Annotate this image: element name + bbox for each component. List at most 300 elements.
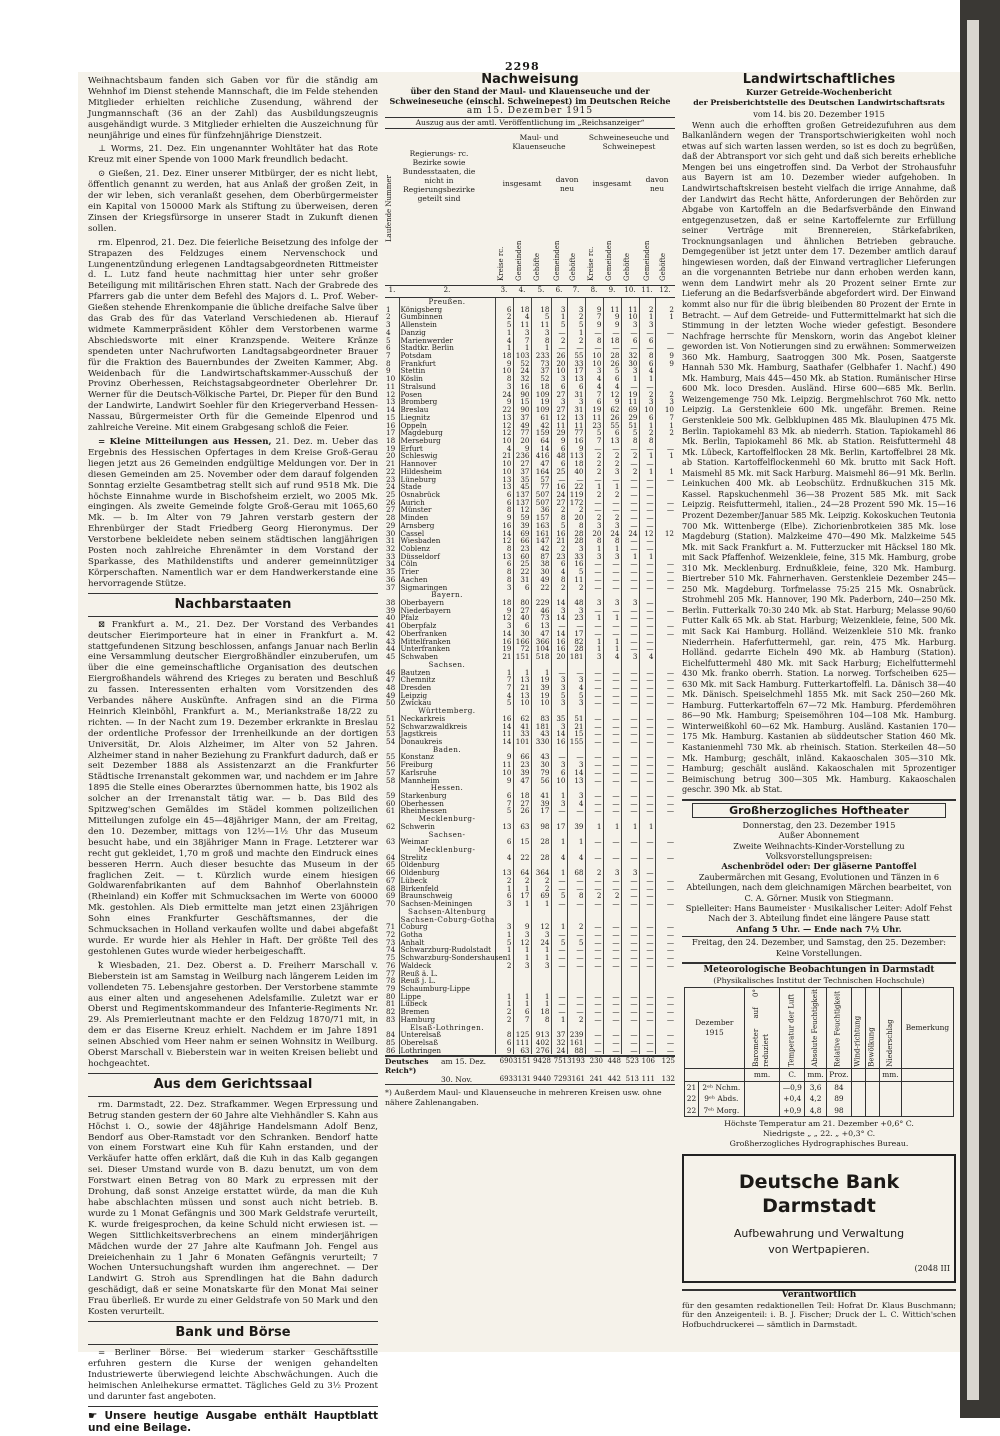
row-number: 1 xyxy=(386,304,391,314)
row-value: 77 xyxy=(513,429,531,437)
region-name: Breslau xyxy=(399,406,495,414)
row-value: 98 xyxy=(531,823,551,831)
row-value: 20 xyxy=(585,530,603,538)
nachweisung-date: am 15. Dezember 1915 xyxy=(466,106,594,116)
row-value: 33 xyxy=(567,360,585,368)
row-number: 52 xyxy=(386,721,396,731)
row-value: — xyxy=(551,885,567,893)
row-value: 10 xyxy=(495,437,513,445)
region-name: Lippe xyxy=(399,993,495,1001)
row-value: — xyxy=(621,545,639,553)
row-value: 9 xyxy=(513,445,531,453)
region-name: Cassel xyxy=(399,530,495,538)
row-value xyxy=(513,977,531,985)
row-value: 5 xyxy=(495,939,513,947)
divider xyxy=(88,616,378,617)
row-value: — xyxy=(585,1016,603,1024)
row-value: — xyxy=(603,877,621,885)
row-value: 155 xyxy=(567,738,585,746)
row-value xyxy=(551,977,567,985)
row-value: — xyxy=(655,838,675,846)
row-value: 137 xyxy=(513,499,531,507)
row-value: 22 xyxy=(495,406,513,414)
row-value: — xyxy=(655,1016,675,1024)
article-elpenrod: rm. Elpenrod, 21. Dez. Die feierliche Beisetzung des infolge der Strapazen des Feldzuges einem Nervenschock und Lungenentzündung erlegenen Landtagsabgeordneten Rittmeister d. L. Lutz fand heute nachmittag hier unter sehr großer Beteiligung mit militärischen Ehren statt. Nach der Grabrede des Pfarrers gab die unter dem Befehl des Majors d. L. Prof. Weber-Gießen stehende Ehrenkompanie die übliche dreifache Salve über das Grab des für das Vaterland Verschiedenen ab. Hierauf widmete Kammerpräsident Köhler dem Verstorbenen warme Abschiedsworte mit einer Kranzspende. Weitere Kränze spendeten unter Nachrufworten Landtagsabgeordneter Brauer für die Fraktion des Bauernbundes der Zweiten Kammer, Abg. Weidenbach für die Landwirtschaftskammer-Ausschuß der Provinz Oberhessen, Reichstagsabgeordneter Oberlehrer Dr. Werner für die Deutsch-Völkische Partei, Dr. Pieper für den Bund der Landwirte, Landwirt Soehler für den Kriegerverband Hessen-Nassau, Bürgermeister Orth für die Gemeinde Elpenrod und zahlreiche Vereine. Mit einem Grabgesang schloß die Feier. xyxy=(88,237,378,434)
region-name: Osnabrück xyxy=(399,491,495,499)
row-value: 3 xyxy=(495,900,513,908)
row-value xyxy=(585,970,603,978)
row-value: — xyxy=(621,753,639,761)
row-value: 13 xyxy=(513,676,531,684)
row-value: 4 xyxy=(495,854,513,862)
row-number: 86 xyxy=(386,1045,396,1055)
row-value: 6 xyxy=(495,1039,513,1047)
region-name: Dresden xyxy=(399,684,495,692)
row-value: 19 xyxy=(495,645,513,653)
row-value: — xyxy=(567,669,585,677)
region-name: Baden. xyxy=(399,746,495,754)
row-value: 9 xyxy=(585,321,603,329)
row-value: 2 xyxy=(495,1008,513,1016)
total-value: 3161 xyxy=(567,1075,585,1084)
theater-note: Freitag, den 24. Dezember, und Samstag, den 25. Dezember: Keine Vorstellungen. xyxy=(682,936,956,958)
row-number: 54 xyxy=(386,736,396,746)
row-value xyxy=(495,977,513,985)
row-value: 61 xyxy=(531,414,551,422)
row-value: 1 xyxy=(531,1000,551,1008)
row-value: 37 xyxy=(531,367,551,375)
region-name: Oldenburg xyxy=(399,869,495,877)
row-value: 1 xyxy=(513,669,531,677)
row-value: 103 xyxy=(513,352,531,360)
row-value: 1 xyxy=(603,823,621,831)
nachweisung-source: Auszug aus der amtl. Veröffentlichung im „Reichsanzeiger“ xyxy=(385,117,675,129)
row-value: 24 xyxy=(621,530,639,538)
row-value: — xyxy=(551,1000,567,1008)
total-value: 132 xyxy=(661,1075,675,1084)
row-value: 64 xyxy=(531,437,551,445)
row-value: — xyxy=(585,946,603,954)
row-value: 88 xyxy=(567,1047,585,1055)
row-number: 80 xyxy=(386,991,396,1001)
row-value: 66 xyxy=(513,537,531,545)
row-value: — xyxy=(621,877,639,885)
region-name: Oppeln xyxy=(399,422,495,430)
row-value: — xyxy=(639,885,655,893)
row-value: 29 xyxy=(551,429,567,437)
row-value: 5 xyxy=(621,429,639,437)
row-value: — xyxy=(655,699,675,707)
region-name: Lothringen xyxy=(399,1047,495,1055)
row-value: 236 xyxy=(513,452,531,460)
row-value: 62 xyxy=(603,406,621,414)
row-value: — xyxy=(567,753,585,761)
row-value: — xyxy=(621,1047,639,1055)
row-value: — xyxy=(585,344,603,352)
row-value: 51 xyxy=(567,715,585,723)
row-value: 276 xyxy=(531,1047,551,1055)
row-value: 14 xyxy=(551,630,567,638)
total-value: 241 xyxy=(589,1075,603,1084)
row-number: 64 xyxy=(386,852,396,862)
row-value: 17 xyxy=(567,367,585,375)
row-number: 46 xyxy=(386,667,396,677)
row-value: — xyxy=(655,730,675,738)
region-name: Karlsruhe xyxy=(399,769,495,777)
row-value: 17 xyxy=(567,630,585,638)
row-value: — xyxy=(639,892,655,900)
row-value: 8 xyxy=(495,545,513,553)
region-name: Bayern. xyxy=(399,591,495,599)
row-value: 2 xyxy=(567,313,585,321)
row-value: — xyxy=(621,669,639,677)
weather-units-spacer xyxy=(901,1068,953,1081)
row-value: — xyxy=(655,607,675,615)
row-value: 82 xyxy=(567,638,585,646)
row-value: 21 xyxy=(495,452,513,460)
row-value: 2 xyxy=(551,337,567,345)
row-value: — xyxy=(655,676,675,684)
row-value: — xyxy=(639,607,655,615)
total-row-2 xyxy=(495,1075,675,1084)
region-name: Sachsen. xyxy=(399,661,495,669)
region-name: Wiesbaden xyxy=(399,537,495,545)
row-value: — xyxy=(585,1000,603,1008)
row-value xyxy=(531,908,551,916)
row-value: 21 xyxy=(567,723,585,731)
row-value: — xyxy=(585,769,603,777)
row-value: — xyxy=(655,946,675,954)
row-value xyxy=(655,970,675,978)
row-value: — xyxy=(655,723,675,731)
row-value: — xyxy=(621,1031,639,1039)
row-value: 4 xyxy=(551,854,567,862)
row-value: 6 xyxy=(639,337,655,345)
row-value: 1 xyxy=(495,1000,513,1008)
row-value xyxy=(655,545,675,553)
region-name: Hessen. xyxy=(399,784,495,792)
column-number: 4. xyxy=(518,286,526,294)
bank-ad-line1: Aufbewahrung und Verwaltung xyxy=(733,1227,905,1241)
row-number: 71 xyxy=(386,922,396,932)
row-value: 5 xyxy=(551,692,567,700)
row-value: — xyxy=(621,491,639,499)
row-value: — xyxy=(639,993,655,1001)
column-number: 2. xyxy=(443,286,451,294)
row-value: — xyxy=(621,614,639,622)
row-value: 16 xyxy=(495,638,513,646)
row-value: 2 xyxy=(567,506,585,514)
region-name: Preußen. xyxy=(399,298,495,306)
row-value: — xyxy=(639,877,655,885)
row-value: — xyxy=(585,630,603,638)
row-value: — xyxy=(655,329,675,337)
column-number: 7. xyxy=(572,286,580,294)
row-value: — xyxy=(621,537,639,545)
total-value: 448 xyxy=(607,1057,621,1066)
row-value: — xyxy=(585,699,603,707)
row-value: 2 xyxy=(585,892,603,900)
row-value: 48 xyxy=(551,452,567,460)
region-name: Sachsen-Meiningen xyxy=(399,900,495,908)
row-value: 3 xyxy=(639,321,655,329)
row-value: — xyxy=(639,777,655,785)
row-number: 19 xyxy=(386,443,396,453)
row-value xyxy=(655,977,675,985)
row-value: 366 xyxy=(531,638,551,646)
row-value: 31 xyxy=(513,576,531,584)
row-value: 364 xyxy=(531,869,551,877)
row-value: 13 xyxy=(603,437,621,445)
column-number: 1. xyxy=(388,286,396,294)
row-value: 166 xyxy=(513,638,531,646)
row-value: 2 xyxy=(603,514,621,522)
row-value: — xyxy=(603,692,621,700)
row-value: 11 xyxy=(531,321,551,329)
row-value: 35 xyxy=(551,715,567,723)
row-value: — xyxy=(655,792,675,800)
row-value: 507 xyxy=(531,499,551,507)
row-value: — xyxy=(603,993,621,1001)
row-value: — xyxy=(603,568,621,576)
row-value: 28 xyxy=(603,352,621,360)
row-value: 18 xyxy=(531,383,551,391)
row-value: 6 xyxy=(513,1008,531,1016)
weather-box xyxy=(682,962,956,1148)
row-value: 1 xyxy=(639,422,655,430)
row-value: 79 xyxy=(531,769,551,777)
row-value: — xyxy=(655,885,675,893)
row-value xyxy=(567,908,585,916)
row-value: 8 xyxy=(603,537,621,545)
row-value: — xyxy=(621,838,639,846)
row-number: 62 xyxy=(386,821,396,831)
row-value: 14 xyxy=(495,723,513,731)
row-number: 50 xyxy=(386,698,396,708)
row-value: 11 xyxy=(585,414,603,422)
row-value: 3 xyxy=(513,329,531,337)
row-value: 73 xyxy=(531,360,551,368)
row-value: 1 xyxy=(513,993,531,1001)
region-name: Liegnitz xyxy=(399,414,495,422)
row-value: 57 xyxy=(531,476,551,484)
row-value: — xyxy=(655,931,675,939)
row-value: 5 xyxy=(603,367,621,375)
region-name: Sigmaringen xyxy=(399,584,495,592)
row-value: — xyxy=(655,761,675,769)
row-value: 12 xyxy=(495,614,513,622)
row-value: 47 xyxy=(531,460,551,468)
weather-header-row xyxy=(685,988,954,1069)
row-value xyxy=(655,815,675,823)
row-number: 25 xyxy=(386,489,396,499)
row-value: 8 xyxy=(495,506,513,514)
row-value: 5 xyxy=(551,892,567,900)
row-value: 26 xyxy=(551,352,567,360)
row-value: 83 xyxy=(531,715,551,723)
row-value: 5 xyxy=(567,692,585,700)
row-value: — xyxy=(567,1000,585,1008)
row-number: 77 xyxy=(386,968,396,978)
row-number: 27 xyxy=(386,505,396,515)
region-name: Lüneburg xyxy=(399,476,495,484)
row-value: 6 xyxy=(585,398,603,406)
row-value: 69 xyxy=(513,530,531,538)
row-value: — xyxy=(585,1039,603,1047)
row-number: 82 xyxy=(386,1007,396,1017)
row-value: 12 xyxy=(603,391,621,399)
row-number: 35 xyxy=(386,567,396,577)
total-value: 111 xyxy=(641,1075,655,1084)
row-value: 25 xyxy=(513,560,531,568)
row-number: 8 xyxy=(386,358,391,368)
row-value: 10 xyxy=(585,360,603,368)
row-value: 5 xyxy=(585,429,603,437)
row-value: — xyxy=(621,715,639,723)
row-value: 90 xyxy=(513,391,531,399)
row-value: — xyxy=(639,483,655,491)
row-value: — xyxy=(585,923,603,931)
landwirtschaft-title: Landwirtschaftliches xyxy=(742,72,896,87)
row-value: 22 xyxy=(567,483,585,491)
region-name: Allenstein xyxy=(399,321,495,329)
row-value: 7 xyxy=(513,337,531,345)
row-number: 56 xyxy=(386,760,396,770)
row-value: 39 xyxy=(531,684,551,692)
row-value: — xyxy=(551,1008,567,1016)
row-value: 147 xyxy=(531,537,551,545)
row-value: 16 xyxy=(513,383,531,391)
row-number: 43 xyxy=(386,636,396,646)
row-number: 3 xyxy=(386,320,391,330)
verantwortlich-body: für den gesamten redaktionellen Teil: Hofrat Dr. Klaus Buschmann; für den Anzeigenteil: i. B. J. Fischer; Druck der L. C. Wittich'schen Hofbuchdruckerei — sämtlich in Darmstadt. xyxy=(682,1300,956,1329)
row-value: 1 xyxy=(621,823,639,831)
row-value: 3 xyxy=(567,792,585,800)
region-name: Schwaben xyxy=(399,653,495,661)
row-value: — xyxy=(639,584,655,592)
row-value: 6 xyxy=(639,414,655,422)
row-value: 13 xyxy=(495,869,513,877)
row-value xyxy=(639,908,655,916)
row-value: — xyxy=(585,777,603,785)
row-value: 8 xyxy=(495,576,513,584)
section-gerichtssaal: Aus dem Gerichtssaal xyxy=(153,1076,313,1092)
row-value: 7 xyxy=(655,414,675,422)
row-value: — xyxy=(639,692,655,700)
row-value: 119 xyxy=(567,491,585,499)
row-value: 37 xyxy=(513,414,531,422)
row-value: — xyxy=(639,599,655,607)
row-value: 2 xyxy=(603,460,621,468)
row-value: — xyxy=(603,1016,621,1024)
row-value: 164 xyxy=(531,468,551,476)
row-number: 12 xyxy=(386,389,396,399)
row-value: — xyxy=(639,1031,655,1039)
row-value: — xyxy=(639,1016,655,1024)
row-value: 4 xyxy=(567,800,585,808)
row-value: — xyxy=(585,568,603,576)
region-name: Waldeck xyxy=(399,962,495,970)
row-value: — xyxy=(603,900,621,908)
row-value: — xyxy=(585,800,603,808)
row-value: 7 xyxy=(513,1016,531,1024)
row-value: 1 xyxy=(551,869,567,877)
header-insgesamt-2: insgesamt xyxy=(592,179,632,188)
row-value: 11 xyxy=(495,761,513,769)
row-value xyxy=(585,977,603,985)
row-value: — xyxy=(585,753,603,761)
row-value: — xyxy=(551,329,567,337)
weather-cell: 89 xyxy=(826,1093,851,1105)
row-value: 20 xyxy=(551,653,567,661)
row-value: 4 xyxy=(585,375,603,383)
row-value: 3 xyxy=(567,676,585,684)
article-gerichtssaal: rm. Darmstadt, 22. Dez. Strafkammer. Wegen Erpressung und Betrug standen gestern der 60 Jahre alte Viehhändler S. Kahn aus Höchst i. O., sowie der 48jährige Handelsmann Adolf Benz, Bendorf aus Ober-Ramstadt vor den Schranken. Bendorf hatte von einem Forstwart eine Kuh für Kahn erstanden, und der Verkäufer hatte offen erklärt, daß die Kuh in das Kalb gegangen sei. Dieser Umstand wurde von B. dazu benutzt, um von dem Forstwart einen Betrag von 80 Mark zu erpressen mit der Drohung, daß sonst Anzeige erstattet würde, da man die Kuh habe abschlachten müssen und sonst auch nicht betrieb. B. wurde zu 1 Monat Gefängnis und 300 Mark Geldstrafe verurteilt, K. wurde freigesprochen, da keine Schuld nicht erwiesen ist. — Wegen Sittlichkeitsverbrechens an einem minderjährigen Mädchen wurde der 27 Jahre alte Kaufmann Joh. Fengel aus Dreieichenhain zu 1 Jahr 6 Monaten Gefängnis verurteilt; 7 Wochen Untersuchungshaft wurden ihm angerechnet. — Der Landwirt G. Stroh aus Sprendlingen hat die Bahn dadurch geschädigt, daß er seine Monatskarte für den Monat Mai seiner Frau überließ. Er wurde zu einer Geldstrafe von 50 Mark und den Kosten verurteilt. xyxy=(88,1099,378,1318)
row-value: 30 xyxy=(531,761,551,769)
row-value: 13 xyxy=(495,823,513,831)
row-value: 1 xyxy=(585,483,603,491)
row-value: 1 xyxy=(551,792,567,800)
row-value: 1 xyxy=(513,885,531,893)
row-number: 63 xyxy=(386,837,396,847)
weather-cell: 84 xyxy=(826,1081,851,1093)
row-value: — xyxy=(655,753,675,761)
theater-times: Anfang 5 Uhr. — Ende nach 7½ Uhr. xyxy=(736,923,902,934)
row-value: 37 xyxy=(551,1031,567,1039)
middle-column xyxy=(385,72,675,1108)
row-value: 1 xyxy=(655,452,675,460)
table-row xyxy=(385,367,675,375)
region-name: Trier xyxy=(399,568,495,576)
row-value: — xyxy=(551,946,567,954)
row-value: 3 xyxy=(603,869,621,877)
row-value: — xyxy=(585,962,603,970)
row-value: — xyxy=(551,962,567,970)
row-value: — xyxy=(621,676,639,684)
row-value: 1 xyxy=(513,344,531,352)
row-value: — xyxy=(621,476,639,484)
row-value: 151 xyxy=(513,653,531,661)
row-value: — xyxy=(585,607,603,615)
row-value: 16 xyxy=(567,437,585,445)
row-value: 24 xyxy=(531,939,551,947)
weather-header-date: Dezember 1915 xyxy=(685,988,745,1069)
row-value: 3 xyxy=(639,398,655,406)
row-value: 60 xyxy=(513,553,531,561)
row-value: 6 xyxy=(567,383,585,391)
row-value: 2 xyxy=(495,313,513,321)
column-number: 5. xyxy=(537,286,545,294)
weather-cell: —0,9 xyxy=(780,1081,805,1093)
row-value: 12 xyxy=(531,923,551,931)
row-value: — xyxy=(603,506,621,514)
row-value: 1 xyxy=(585,545,603,553)
row-value: — xyxy=(621,692,639,700)
row-value xyxy=(495,970,513,978)
row-value: — xyxy=(621,931,639,939)
region-name: Bremen xyxy=(399,1008,495,1016)
row-value: 2 xyxy=(567,923,585,931)
weather-cell xyxy=(901,1105,953,1117)
column-number: 10. xyxy=(624,286,636,294)
row-value: — xyxy=(585,576,603,584)
row-value: — xyxy=(585,792,603,800)
row-value: — xyxy=(603,730,621,738)
row-value: 7 xyxy=(585,437,603,445)
row-value: 32 xyxy=(621,352,639,360)
row-value: 23 xyxy=(551,553,567,561)
row-value: — xyxy=(603,684,621,692)
